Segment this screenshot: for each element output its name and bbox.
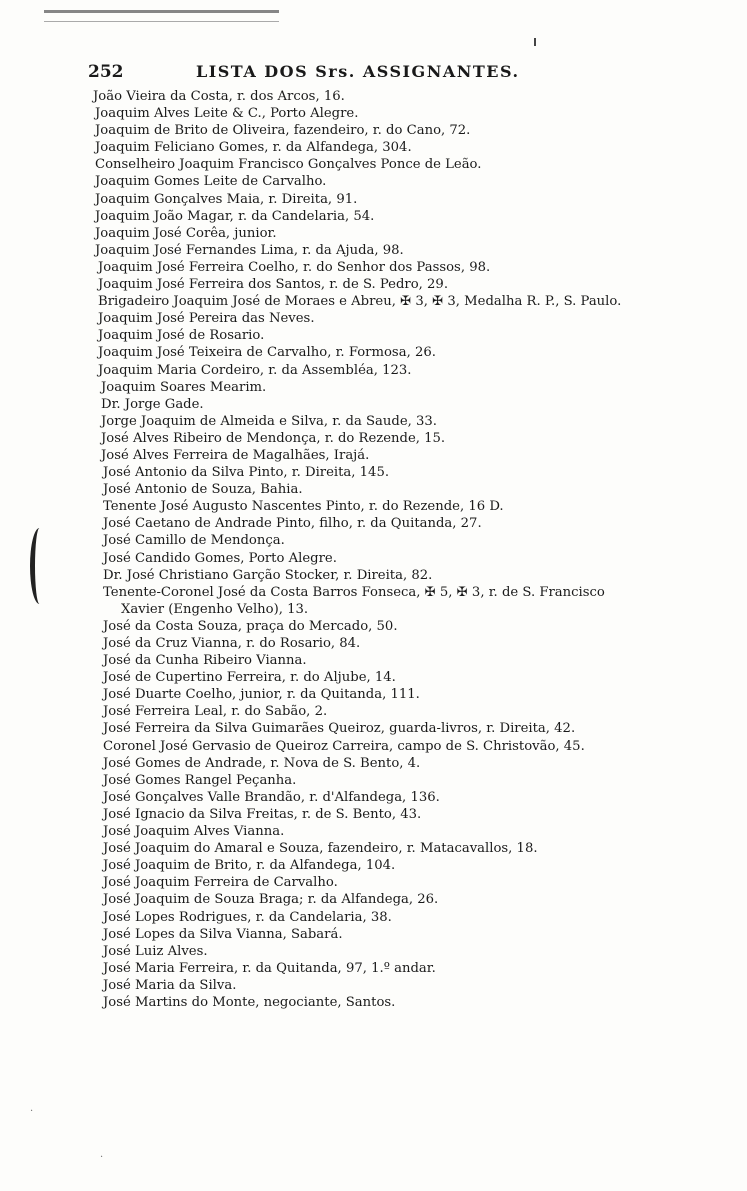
list-item: José Alves Ferreira de Magalhães, Irajá. bbox=[101, 447, 370, 463]
page-number: 252 bbox=[88, 62, 124, 82]
list-item: Joaquim José Fernandes Lima, r. da Ajuda, 98. bbox=[95, 242, 404, 258]
list-item: José da Cunha Ribeiro Vianna. bbox=[103, 653, 307, 669]
list-item: José Gonçalves Valle Brandão, r. d'Alfandega, 136. bbox=[103, 789, 440, 805]
list-item: Joaquim Maria Cordeiro, r. da Assembléa, 123. bbox=[98, 362, 412, 378]
list-item: José Gomes Rangel Peçanha. bbox=[103, 772, 297, 788]
list-item: José Ferreira Leal, r. do Sabão, 2. bbox=[103, 704, 328, 720]
list-item: Conselheiro Joaquim Francisco Gonçalves Ponce de Leão. bbox=[95, 157, 482, 173]
list-item: Joaquim Feliciano Gomes, r. da Alfandega, 304. bbox=[95, 140, 412, 156]
list-item: Joaquim Soares Mearim. bbox=[101, 379, 267, 395]
list-item: José Duarte Coelho, junior, r. da Quitanda, 111. bbox=[103, 687, 420, 703]
list-item: José Caetano de Andrade Pinto, filho, r. da Quitanda, 27. bbox=[103, 516, 482, 532]
list-item: José Luiz Alves. bbox=[103, 943, 208, 959]
list-item: Joaquim José Teixeira de Carvalho, r. Formosa, 26. bbox=[98, 345, 436, 361]
list-item: José Gomes de Andrade, r. Nova de S. Bento, 4. bbox=[103, 755, 421, 771]
list-item: José Candido Gomes, Porto Alegre. bbox=[103, 550, 337, 566]
list-item: Joaquim Gonçalves Maia, r. Direita, 91. bbox=[95, 191, 358, 207]
scan-top-edge bbox=[44, 10, 279, 22]
list-item: Joaquim José Ferreira dos Santos, r. de S. Pedro, 29. bbox=[98, 277, 449, 293]
list-item: José Joaquim Alves Vianna. bbox=[103, 824, 285, 840]
list-item: Tenente José Augusto Nascentes Pinto, r. do Rezende, 16 D. bbox=[103, 499, 504, 515]
list-item-continuation: Xavier (Engenho Velho), 13. bbox=[121, 601, 309, 617]
list-item: José de Cupertino Ferreira, r. do Aljube, 14. bbox=[103, 670, 396, 686]
list-item: José Maria Ferreira, r. da Quitanda, 97, 1.º andar. bbox=[103, 960, 436, 976]
binding-bracket-mark bbox=[30, 528, 49, 604]
list-item: Jorge Joaquim de Almeida e Silva, r. da Saude, 33. bbox=[101, 413, 437, 429]
list-item: José Camillo de Mendonça. bbox=[103, 533, 285, 549]
list-item: José Alves Ribeiro de Mendonça, r. do Rezende, 15. bbox=[101, 430, 446, 446]
page-header bbox=[88, 60, 548, 88]
list-item: José Joaquim de Souza Braga; r. da Alfandega, 26. bbox=[103, 892, 439, 908]
list-item: José Martins do Monte, negociante, Santos. bbox=[103, 994, 396, 1010]
list-item: Tenente-Coronel José da Costa Barros Fonseca, ✠ 5, ✠ 3, r. de S. Francisco bbox=[103, 584, 605, 600]
list-item: Coronel José Gervasio de Queiroz Carreira, campo de S. Christovão, 45. bbox=[103, 738, 585, 754]
list-item: José Joaquim de Brito, r. da Alfandega, 104. bbox=[103, 858, 396, 874]
list-item: José Joaquim Ferreira de Carvalho. bbox=[103, 875, 338, 891]
list-item: Joaquim João Magar, r. da Candelaria, 54. bbox=[95, 208, 375, 224]
list-item: José Joaquim do Amaral e Souza, fazendeiro, r. Matacavallos, 18. bbox=[103, 841, 538, 857]
scan-edge-mark bbox=[534, 38, 536, 46]
list-item: Dr. José Christiano Garção Stocker, r. Direita, 82. bbox=[103, 567, 433, 583]
list-item: Joaquim de Brito de Oliveira, fazendeiro, r. do Cano, 72. bbox=[95, 123, 471, 139]
list-item: José Ignacio da Silva Freitas, r. de S. Bento, 43. bbox=[103, 806, 422, 822]
list-item: Joaquim José de Rosario. bbox=[98, 328, 265, 344]
running-title: LISTA DOS Srs. ASSIGNANTES. bbox=[196, 62, 520, 81]
list-item: José Ferreira da Silva Guimarães Queiroz, guarda-livros, r. Direita, 42. bbox=[103, 721, 576, 737]
subscriber-list bbox=[93, 88, 703, 1011]
list-item: José Antonio da Silva Pinto, r. Direita, 145. bbox=[103, 465, 390, 481]
list-item: Dr. Jorge Gade. bbox=[101, 396, 204, 412]
list-item: Joaquim José Ferreira Coelho, r. do Senhor dos Passos, 98. bbox=[98, 259, 491, 275]
list-item: José Maria da Silva. bbox=[103, 977, 237, 993]
list-item: José Lopes Rodrigues, r. da Candelaria, 38. bbox=[103, 909, 392, 925]
list-item: José da Cruz Vianna, r. do Rosario, 84. bbox=[103, 636, 361, 651]
list-item: José Antonio de Souza, Bahia. bbox=[103, 482, 303, 498]
list-item: João Vieira da Costa, r. dos Arcos, 16. bbox=[93, 89, 345, 104]
list-item: Joaquim Alves Leite & C., Porto Alegre. bbox=[95, 106, 359, 122]
list-item: Joaquim Gomes Leite de Carvalho. bbox=[95, 174, 327, 190]
scan-speck: · bbox=[30, 1106, 34, 1117]
list-item: Joaquim José Pereira das Neves. bbox=[98, 311, 315, 327]
list-item: José Lopes da Silva Vianna, Sabará. bbox=[103, 926, 343, 942]
list-item: José da Costa Souza, praça do Mercado, 50. bbox=[103, 618, 398, 634]
scan-speck: · bbox=[100, 1152, 104, 1163]
list-item: Joaquim José Corêa, junior. bbox=[95, 225, 277, 241]
list-item: Brigadeiro Joaquim José de Moraes e Abreu, ✠ 3, ✠ 3, Medalha R. P., S. Paulo. bbox=[98, 294, 622, 310]
